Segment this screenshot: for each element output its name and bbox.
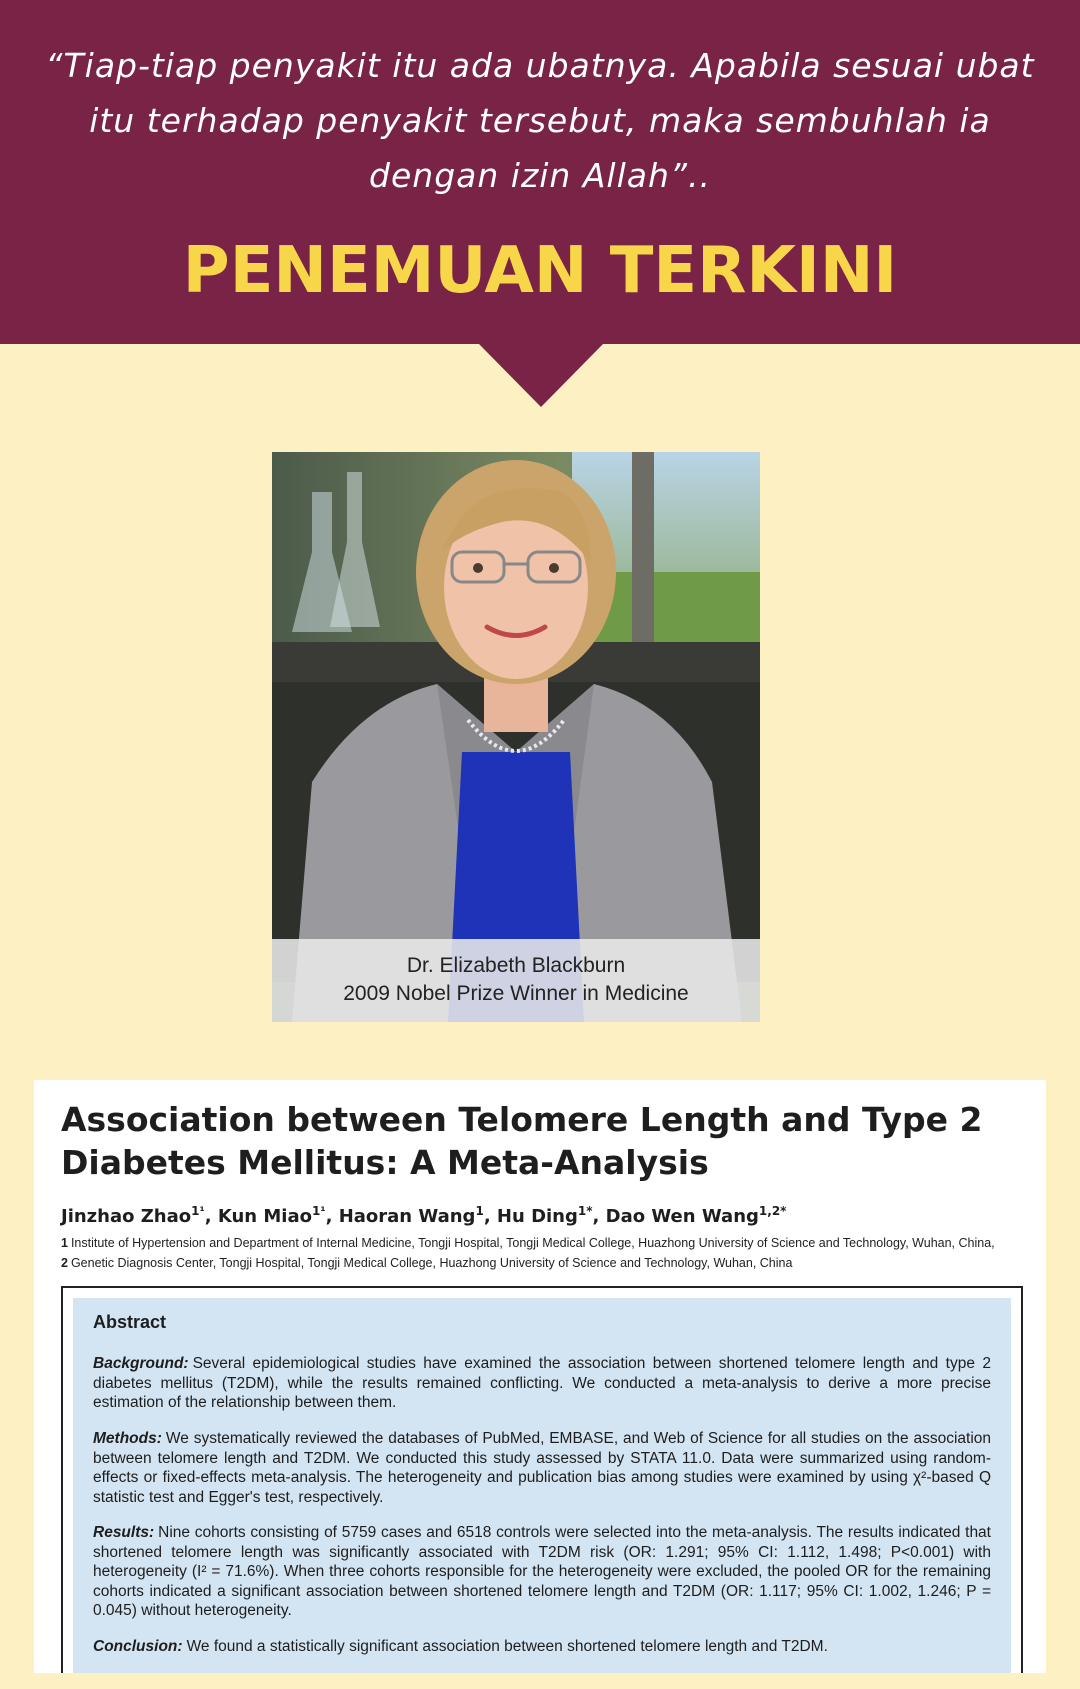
section-text: Several epidemiological studies have examined the association between shortened telomere length and type 2 diabetes mellitus (T2DM), while the results remained conflicting. We conducted a meta-analysis to derive a more precise estimation of the relationship between them. (93, 1355, 991, 1411)
header-banner (0, 0, 1080, 344)
abstract-background (93, 1354, 991, 1413)
author-sup: 1¹ (311, 1204, 326, 1218)
section-label: Conclusion: (93, 1638, 183, 1655)
abstract-methods (93, 1429, 991, 1507)
author-sup: 1* (577, 1204, 593, 1218)
affiliation-number: 2 (61, 1256, 68, 1270)
author-sup: 1,2* (758, 1204, 787, 1218)
abstract-frame (61, 1286, 1023, 1673)
affiliation-1 (61, 1236, 1041, 1250)
portrait-illustration (272, 452, 760, 1022)
photo-caption (272, 939, 760, 1022)
paper-authors: Jinzhao Zhao$^{1^1}$, Kun Miao$^{1^1}$, Haoran Wang$^1$, Hu Ding$^{1*}$, Dao Wen Wang$^{1,2*}$ (61, 1204, 787, 1227)
section-text: Nine cohorts consisting of 5759 cases and 6518 controls were selected into the meta-analysis. The results indicated that shortened telomere length was significantly associated with T2DM risk (OR: 1.291; 95% CI: 1.112, 1.498; P<0.001) with heterogeneity (I² = 71.6%). When three cohorts responsible for the heterogeneity were excluded, the pooled OR for the remaining cohorts indicated a significant association between shortened telomere length and T2DM (OR: 1.117; 95% CI: 1.002, 1.246; P = 0.045) without heterogeneity. (93, 1524, 991, 1619)
caption-title: 2009 Nobel Prize Winner in Medicine (343, 982, 689, 1005)
paper-excerpt (34, 1080, 1046, 1673)
abstract-results (93, 1523, 991, 1621)
abstract-conclusion (93, 1637, 991, 1657)
quote-text: “Tiap-tiap penyakit itu ada ubatnya. Apabila sesuai ubat itu terhadap penyakit tersebut, maka sembuhlah ia dengan izin Allah”.. (45, 46, 1035, 195)
affiliation-number: 1 (61, 1236, 68, 1250)
author-name: Jinzhao Zhao (61, 1206, 192, 1227)
abstract-box (73, 1298, 1011, 1673)
author-name: Hu Ding (496, 1206, 578, 1227)
section-text: We found a statistically significant association between shortened telomere length and T2DM. (186, 1638, 828, 1655)
affiliation-text: Institute of Hypertension and Department of Internal Medicine, Tongji Hospital, Tongji Medical College, Huazhong University of Science and Technology, Wuhan, China, (70, 1236, 995, 1250)
section-label: Methods: (93, 1430, 162, 1447)
author-name: Kun Miao (217, 1206, 312, 1227)
banner-pointer-arrow (478, 343, 604, 407)
page-heading: PENEMUAN TERKINI (182, 234, 898, 308)
author-sup: 1 (475, 1204, 484, 1218)
portrait-photo (272, 452, 760, 1022)
author-sup: 1¹ (191, 1204, 205, 1218)
paper-title: Association between Telomere Length and Type 2 Diabetes Mellitus: A Meta-Analysis (61, 1100, 983, 1182)
author-name: Haoran Wang (338, 1206, 476, 1227)
caption-name: Dr. Elizabeth Blackburn (406, 954, 626, 977)
affiliation-text: Genetic Diagnosis Center, Tongji Hospital, Tongji Medical College, Huazhong University of Science and Technology, Wuhan, China (70, 1256, 793, 1270)
section-label: Results: (93, 1524, 155, 1541)
section-text: We systematically reviewed the databases of PubMed, EMBASE, and Web of Science for all studies on the association between telomere length and T2DM. We conducted this study assessed by STATA 11.0. Data were summarized using random-effects or fixed-effects meta-analysis. The heterogeneity and publication bias among studies were examined by using χ²-based Q statistic test and Egger's test, respectively. (93, 1430, 991, 1506)
section-label: Background: (93, 1355, 189, 1372)
author-name: Dao Wen Wang (605, 1206, 759, 1227)
abstract-heading: Abstract (93, 1312, 167, 1332)
affiliation-2 (61, 1256, 1041, 1270)
